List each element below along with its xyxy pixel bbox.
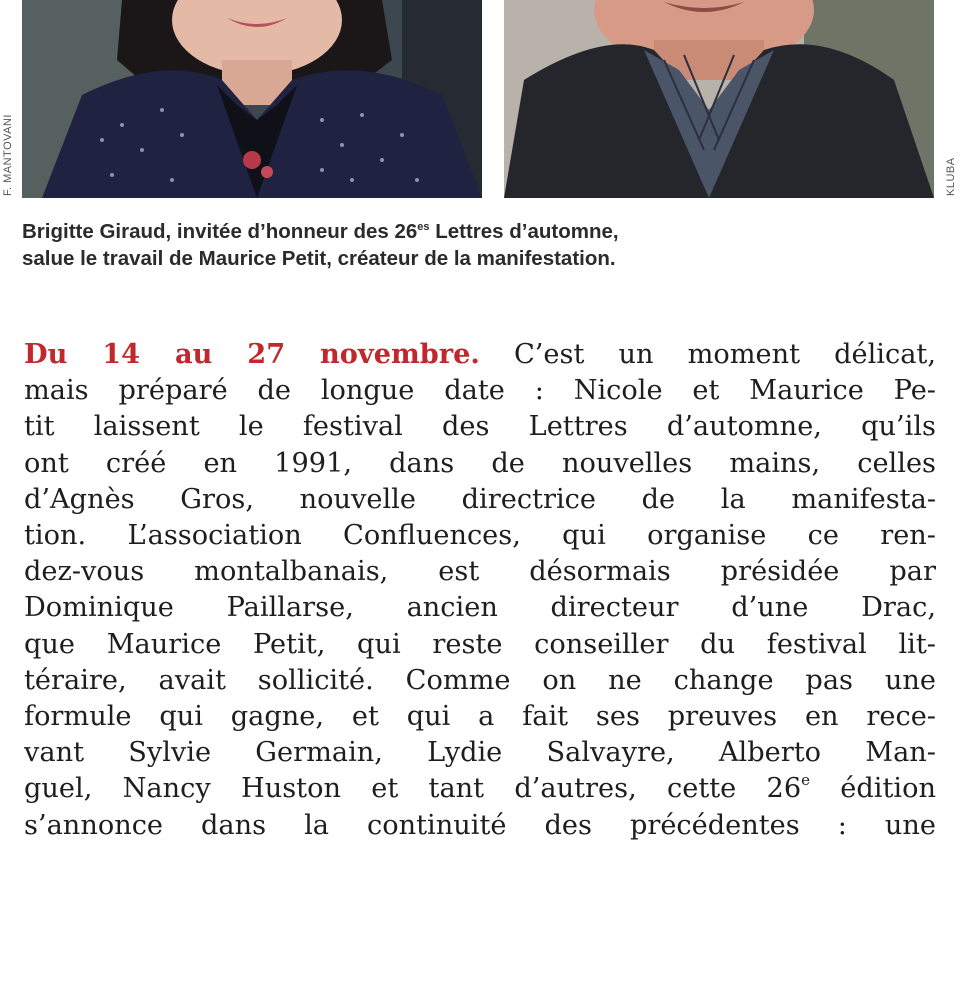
portrait-man-image — [504, 0, 934, 198]
article-line — [24, 336, 936, 373]
article-line: que Maurice Petit, qui reste conseiller du festival lit- — [24, 628, 936, 660]
photo-caption — [22, 218, 932, 272]
article-body — [24, 336, 936, 844]
article-line: vant Sylvie Germain, Lydie Salvayre, Alberto Man- — [24, 737, 936, 769]
article-line-13-end: édition — [810, 773, 936, 805]
article-line: téraire, avait sollicité. Comme on ne change pas une — [24, 664, 936, 696]
article-line: tion. L’association Confluences, qui organise ce ren- — [24, 520, 936, 552]
article-line-1-rest: C’est un moment délicat, — [479, 339, 936, 370]
photo-credit-right: KLUBA — [945, 157, 957, 196]
article-line: dez-vous montalbanais, est désormais présidée par — [24, 556, 936, 588]
caption-line-1 — [22, 218, 932, 245]
article-line: mais préparé de longue date : Nicole et Maurice Pe- — [24, 375, 936, 407]
article-superscript: e — [801, 771, 811, 790]
photo-maurice-petit — [504, 0, 934, 198]
caption-line-1-end: Lettres d’automne, — [429, 220, 619, 243]
photo-credit-left: F. MANTOVANI — [2, 114, 14, 196]
photo-brigitte-giraud — [22, 0, 482, 198]
article-line: s’annonce dans la continuité des précédentes : une — [24, 809, 936, 841]
portrait-woman-image — [22, 0, 482, 198]
article-line: formule qui gagne, et qui a fait ses preuves en rece- — [24, 701, 936, 733]
article-line: d’Agnès Gros, nouvelle directrice de la manifesta- — [24, 483, 936, 515]
article-line: ont créé en 1991, dans de nouvelles mains, celles — [24, 447, 936, 479]
article-line: Dominique Paillarse, ancien directeur d’une Drac, — [24, 592, 936, 624]
article-line: tit laissent le festival des Lettres d’automne, qu’ils — [24, 411, 936, 443]
caption-line-1-start: Brigitte Giraud, invitée d’honneur des 26 — [22, 220, 418, 243]
article-line — [24, 771, 936, 807]
caption-line-2: salue le travail de Maurice Petit, créateur de la manifestation. — [22, 247, 616, 270]
article-lead-dates: Du 14 au 27 novembre. — [24, 338, 480, 370]
article-line-13-start: guel, Nancy Huston et tant d’autres, cette 26 — [24, 773, 802, 805]
caption-superscript: es — [417, 221, 430, 233]
